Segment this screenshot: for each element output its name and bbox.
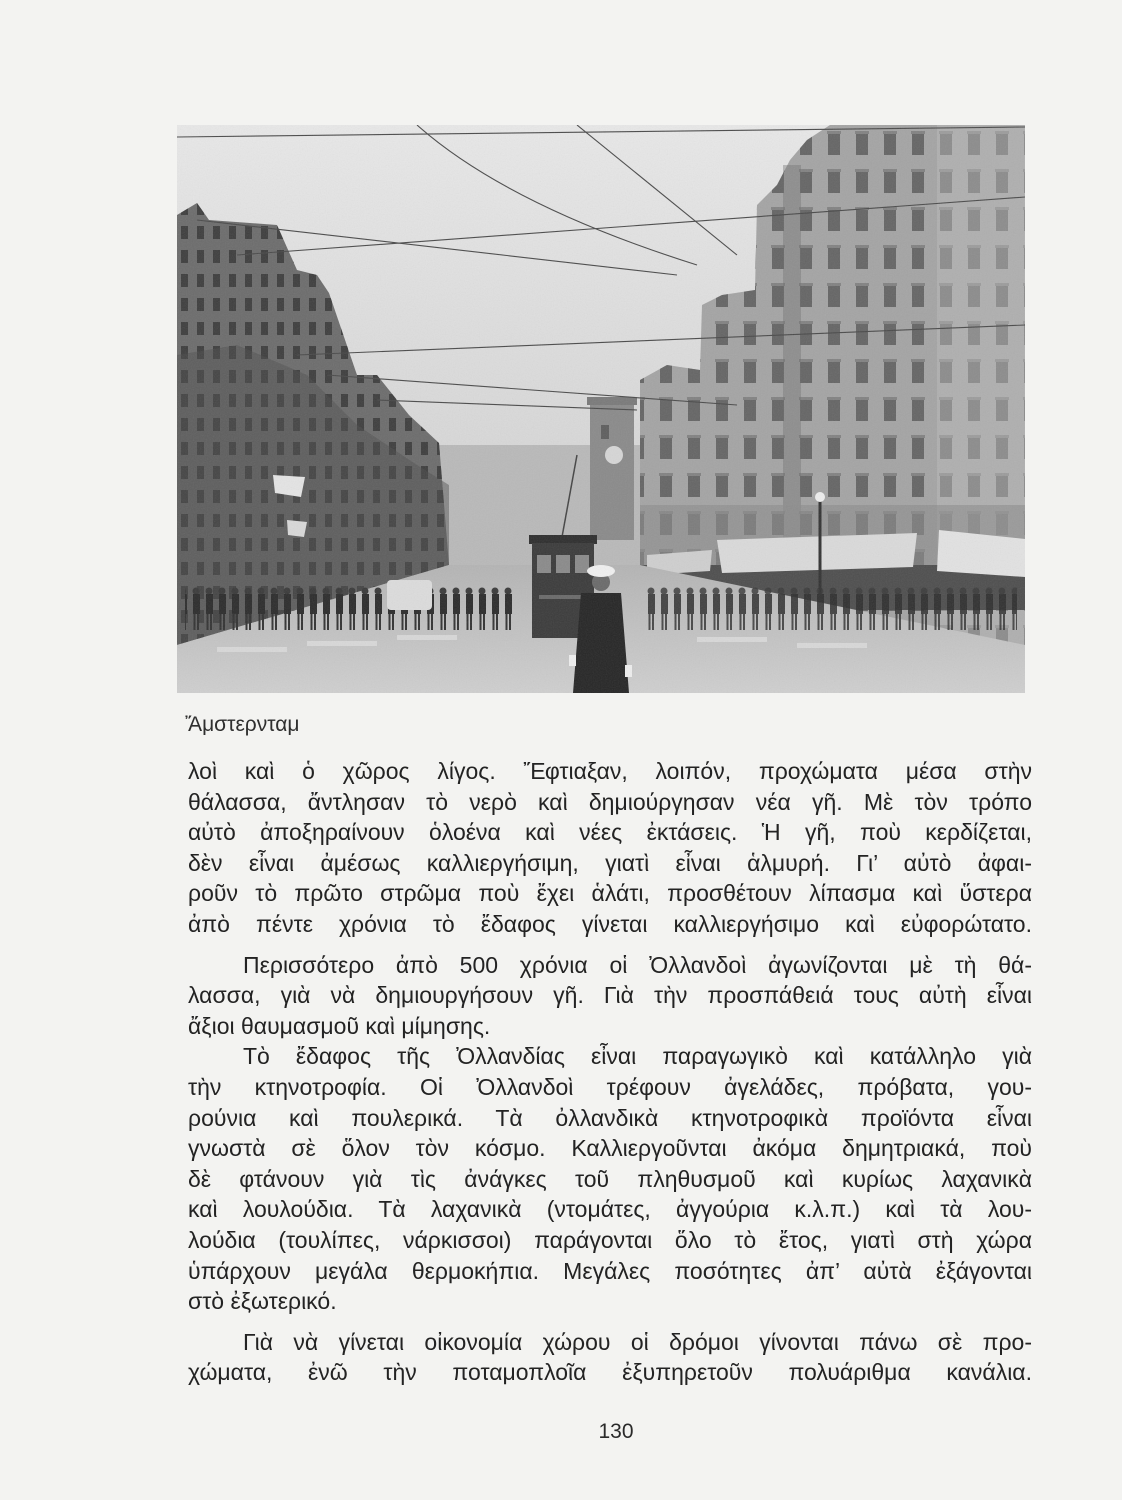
body-text-line: ὑπάρχουν μεγάλα θερμοκήπια. Μεγάλες ποσότητες ἀπ’ αὐτὰ ἐξάγονται — [188, 1257, 1032, 1284]
body-text-line: στὸ ἐξωτερικό. — [188, 1288, 337, 1315]
amsterdam-street-photo — [177, 125, 1025, 693]
body-text-line: ρούνια καὶ πουλερικά. Τὰ ὀλλανδικὰ κτηνοτροφικὰ προϊόντα εἶναι — [188, 1104, 1032, 1131]
body-text-line: Γιὰ νὰ γίνεται οἰκονομία χώρου οἱ δρόμοι γίνονται πάνω σὲ προ- — [243, 1328, 1032, 1355]
body-text-line: δὲν εἶναι ἀμέσως καλλιεργήσιμη, γιατὶ εἶναι ἁλμυρή. Γι’ αὐτὸ ἀφαι- — [188, 849, 1032, 876]
page-number: 130 — [598, 1420, 634, 1443]
body-text-line: καὶ λουλούδια. Τὰ λαχανικὰ (ντομάτες, ἀγγούρια κ.λ.π.) καὶ τὰ λου- — [188, 1196, 1032, 1223]
body-text-line: λοὶ καὶ ὁ χῶρος λίγος. Ἔφτιαξαν, λοιπόν, προχώματα μέσα στὴν — [188, 758, 1032, 784]
photo-caption: Ἄμστερνταμ — [185, 713, 300, 736]
paragraph — [188, 1041, 1032, 1316]
body-text-line: ἀπὸ πέντε χρόνια τὸ ἔδαφος γίνεται καλλιεργήσιμο καὶ εὐφορώτατο. — [188, 910, 1032, 937]
body-text-line: ροῦν τὸ πρῶτο στρῶμα ποὺ ἔχει ἁλάτι, προσθέτουν λίπασμα καὶ ὕστερα — [188, 880, 1032, 907]
body-text-line: χώματα, ἐνῶ τὴν ποταμοπλοῖα ἐξυπηρετοῦν πολυάριθμα κανάλια. — [188, 1359, 1032, 1386]
body-text-line: γνωστὰ σὲ ὅλον τὸν κόσμο. Καλλιεργοῦνται ἀκόμα δημητριακά, ποὺ — [188, 1135, 1032, 1162]
body-text — [188, 756, 1032, 1388]
body-text-line: λασσα, γιὰ νὰ δημιουργήσουν γῆ. Γιὰ τὴν προσπάθειά τους αὐτὴ εἶναι — [188, 982, 1032, 1009]
body-text-line: θάλασσα, ἄντλησαν τὸ νερὸ καὶ δημιούργησαν νέα γῆ. Μὲ τὸν τρόπο — [188, 788, 1032, 815]
body-text-line: λούδια (τουλίπες, νάρκισσοι) παράγονται ὅλο τὸ ἔτος, γιατὶ στὴ χώρα — [188, 1226, 1032, 1253]
paragraph — [188, 756, 1032, 940]
body-text-line: αὐτὸ ἀποξηραίνουν ὁλοένα καὶ νέες ἐκτάσεις. Ἡ γῆ, ποὺ κερδίζεται, — [188, 819, 1032, 846]
body-text-line: δὲ φτάνουν γιὰ τὶς ἀνάγκες τοῦ πληθυσμοῦ καὶ κυρίως λαχανικὰ — [188, 1165, 1032, 1192]
paragraph — [188, 950, 1032, 1042]
paragraph — [188, 1327, 1032, 1388]
body-text-line: τὴν κτηνοτροφία. Οἱ Ὀλλανδοὶ τρέφουν ἀγελάδες, πρόβατα, γου- — [188, 1073, 1032, 1100]
body-text-line: Τὸ ἔδαφος τῆς Ὀλλανδίας εἶναι παραγωγικὸ καὶ κατάλληλο γιὰ — [243, 1043, 1032, 1070]
film-grain — [177, 125, 1025, 693]
body-text-line: ἄξιοι θαυμασμοῦ καὶ μίμησης. — [188, 1012, 491, 1039]
body-text-line: Περισσότερο ἀπὸ 500 χρόνια οἱ Ὀλλανδοὶ ἀγωνίζονται μὲ τὴ θά- — [243, 951, 1032, 978]
